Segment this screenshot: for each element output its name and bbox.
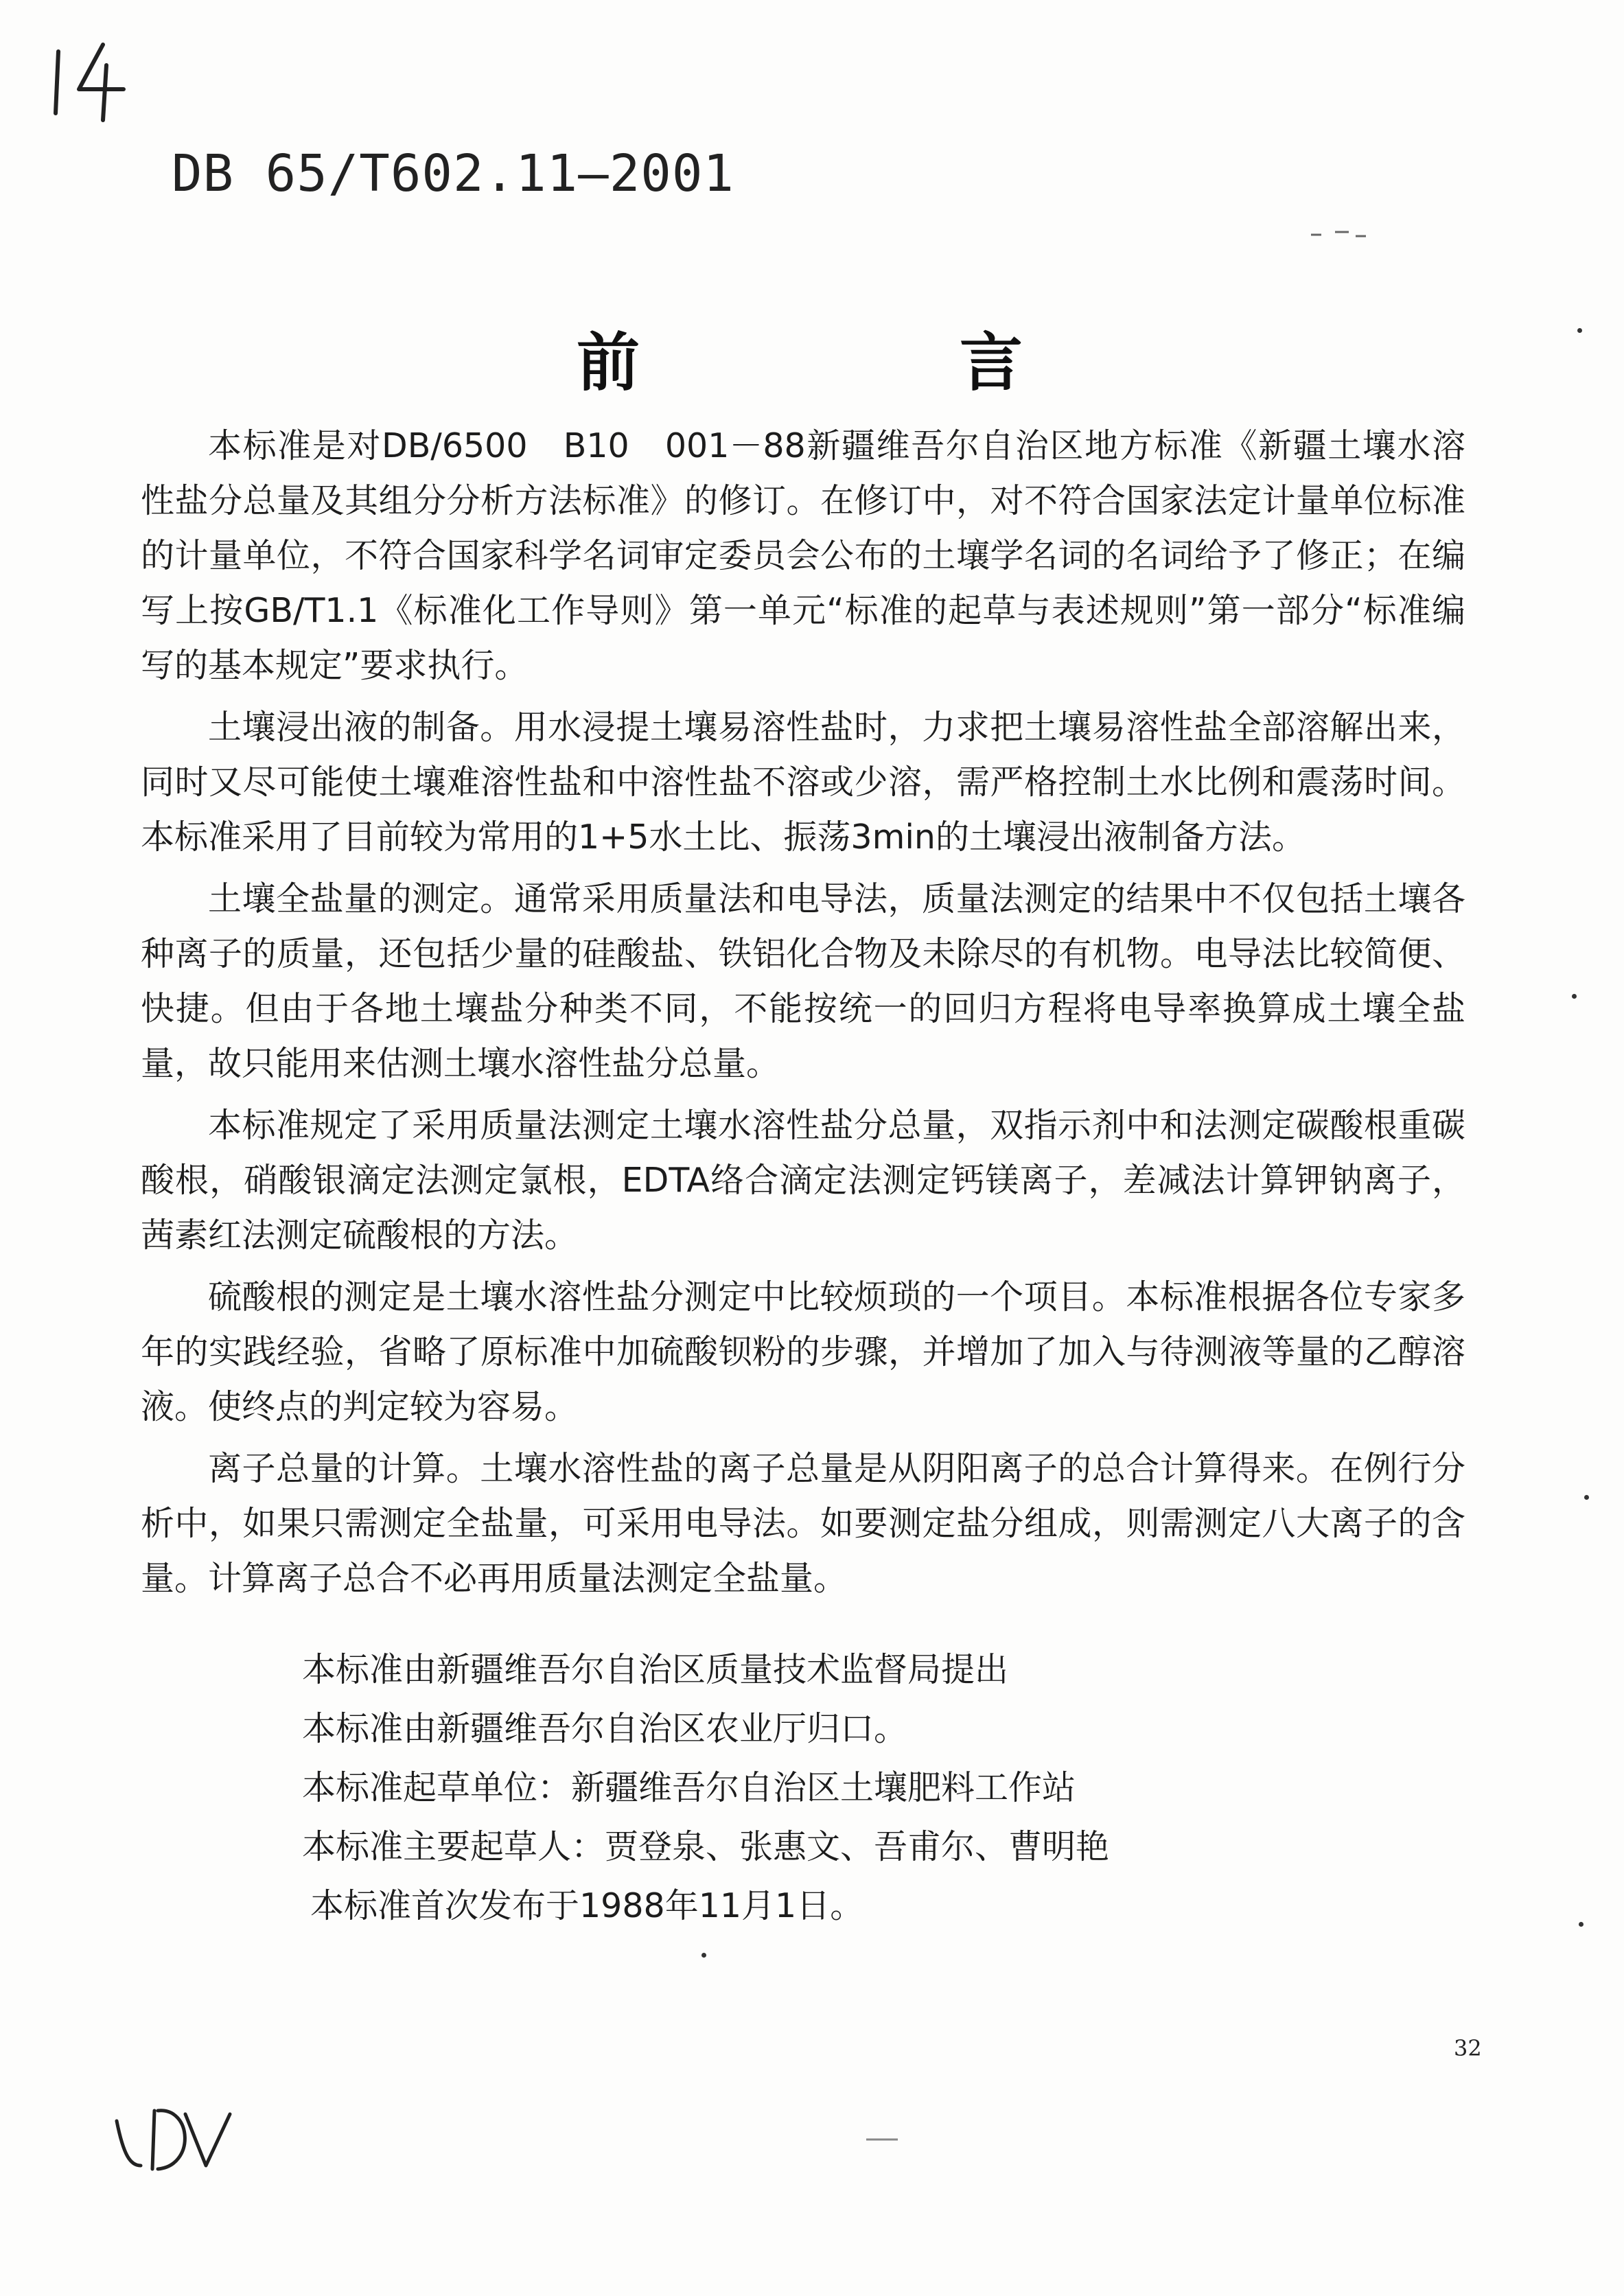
scan-speck [1572, 994, 1577, 999]
page-title [577, 312, 1023, 403]
paragraph-total-salt: 土壤全盐量的测定。通常采用质量法和电导法，质量法测定的结果中不仅包括土壤各种离子的质量，还包括少量的硅酸盐、铁铝化合物及未除尽的有机物。电导法比较简便、快捷。但由于各地土壤盐分种类不同，不能按统一的回归方程将电导率换算成土壤全盐量，故只能用来估测土壤水溶性盐分总量。 [141, 879, 1465, 1083]
scan-speck [1579, 1922, 1584, 1927]
paragraph-extract-preparation: 土壤浸出液的制备。用水浸提土壤易溶性盐时，力求把土壤易溶性盐全部溶解出来，同时又尽可能使土壤难溶性盐和中溶性盐不溶或少溶，需严格控制土水比例和震荡时间。本标准采用了目前较为常用的1+5水土比、振荡3min的土壤浸出液制备方法。 [141, 708, 1465, 857]
handwritten-mark-bottom-left [103, 2100, 240, 2176]
scan-speck [1577, 328, 1582, 333]
paragraph-ion-total: 离子总量的计算。土壤水溶性盐的离子总量是从阴阳离子的总合计算得来。在例行分析中，如果只需测定全盐量，可采用电导法。如要测定盐分组成，则需测定八大离子的含量。计算离子总合不必再用质量法测定全盐量。 [141, 1449, 1465, 1598]
paragraph-methods: 本标准规定了采用质量法测定土壤水溶性盐分总量，双指示剂中和法测定碳酸根重碳酸根，硝酸银滴定法测定氯根，EDTA络合滴定法测定钙镁离子，差减法计算钾钠离子，茜素红法测定硫酸根的方法。 [141, 1106, 1465, 1255]
standard-code: DB 65/T602.11—2001 [172, 144, 734, 203]
info-proposer: 本标准由新疆维吾尔自治区质量技术监督局提出 [302, 1650, 1009, 1689]
scan-speck [1584, 1495, 1589, 1500]
title-char-2: 言 [959, 326, 1023, 399]
paragraph-sulfate: 硫酸根的测定是土壤水溶性盐分测定中比较烦琐的一个项目。本标准根据各位专家多年的实践经验，省略了原标准中加硫酸钡粉的步骤，并增加了加入与待测液等量的乙醇溶液。使终点的判定较为容易。 [141, 1277, 1465, 1426]
info-administrator: 本标准由新疆维吾尔自治区农业厅归口。 [302, 1709, 908, 1748]
scan-dash [1308, 227, 1369, 240]
standard-info [302, 1640, 1469, 1936]
title-char-1: 前 [577, 326, 640, 399]
paragraph-revision: 本标准是对DB/6500 B10 001－88新疆维吾尔自治区地方标准《新疆土壤水溶性盐分总量及其组分分析方法标准》的修订。在修订中，对不符合国家法定计量单位标准的计量单位，不符合国家科学名词审定委员会公布的土壤学名词的名词给予了修正；在编写上按GB/T1.1《标准化工作导则》第一单元“标准的起草与表述规则”第一部分“标准编写的基本规定”要求执行。 [141, 426, 1465, 685]
scan-dash [865, 2136, 899, 2143]
foreword-body [141, 419, 1465, 1613]
page-number: 32 [1454, 2035, 1482, 2061]
scan-speck [701, 1953, 706, 1958]
info-drafters: 本标准主要起草人：贾登泉、张惠文、吾甫尔、曹明艳 [302, 1827, 1110, 1866]
info-first-issue: 本标准首次发布于1988年11月1日。 [310, 1886, 864, 1925]
info-drafting-unit: 本标准起草单位：新疆维吾尔自治区土壤肥料工作站 [302, 1768, 1076, 1807]
handwritten-mark-top-left [38, 38, 141, 127]
